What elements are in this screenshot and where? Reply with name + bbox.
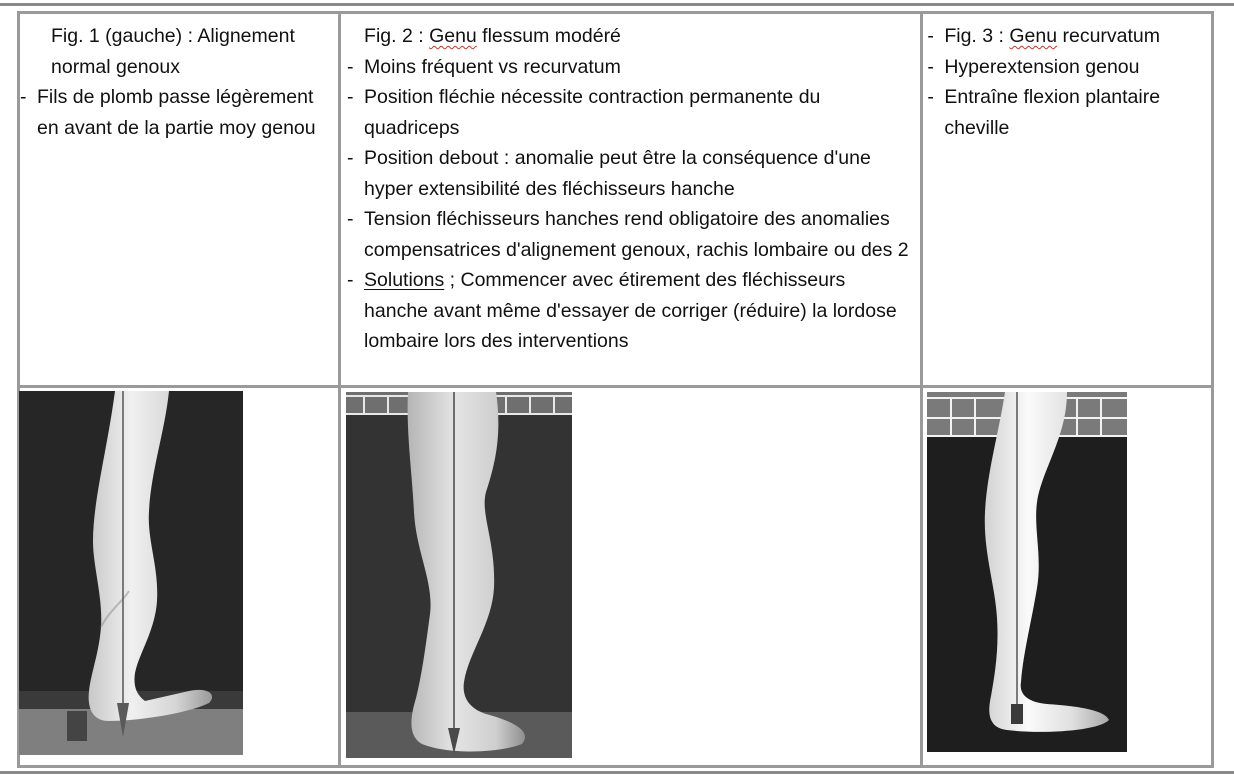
- cell-fig3-photo: [922, 387, 1213, 767]
- cell-fig2-text: [340, 13, 922, 387]
- fig3-bullet: - Entraîne flexion plantaire cheville: [927, 82, 1205, 143]
- fig2-bullet-solutions: [347, 265, 914, 357]
- cell-fig1-photo: [19, 387, 340, 767]
- fig2-bullet: - Position fléchie nécessite contraction permanente du quadriceps: [347, 82, 914, 143]
- fig1-leg-photo: [19, 391, 243, 755]
- fig2-leg-photo: [346, 392, 572, 758]
- fig2-heading-genu: Genu: [429, 25, 477, 47]
- fig3-bullets: [927, 52, 1205, 144]
- fig1-heading: Fig. 1 (gauche) : Alignement normal genoux: [51, 25, 295, 78]
- fig2-heading-suffix: flessum modéré: [476, 25, 621, 47]
- fig2-bullets: [347, 52, 914, 357]
- bottom-rule: [0, 771, 1234, 774]
- solutions-label: Solutions: [364, 269, 445, 291]
- top-rule: [0, 3, 1234, 6]
- fig2-bullet: - Tension fléchisseurs hanches rend obligatoire des anomalies compensatrices d'alignement genoux, rachis lombaire ou des 2: [347, 204, 914, 265]
- image-row: [19, 387, 1213, 767]
- fig1-bullet: - Fils de plomb passe légèrement en avant de la partie moy genou: [20, 82, 332, 143]
- text-row: [19, 13, 1213, 387]
- figure-table: [17, 11, 1214, 768]
- fig2-heading: [347, 21, 914, 52]
- cell-fig3-text: [922, 13, 1213, 387]
- fig3-bullet: - Hyperextension genou: [927, 52, 1205, 83]
- fig3-heading-suffix: recurvatum: [1057, 25, 1161, 47]
- fig3-heading: [927, 21, 1205, 52]
- fig2-bullet: - Moins fréquent vs recurvatum: [347, 52, 914, 83]
- cell-fig1-text: [19, 13, 340, 387]
- solutions-text: ; Commencer avec étirement des fléchisseurs hanche avant même d'essayer de corriger (réduire) la lordose lombaire lors des interventions: [364, 269, 897, 352]
- fig2-bullet: - Position debout : anomalie peut être la conséquence d'une hyper extensibilité des fléchisseurs hanche: [347, 143, 914, 204]
- fig3-heading-prefix: Fig. 3 :: [944, 25, 1010, 47]
- fig1-bullets: [34, 82, 332, 143]
- cell-fig2-photo: [340, 387, 922, 767]
- fig3-heading-genu: Genu: [1009, 25, 1058, 47]
- fig2-heading-prefix: Fig. 2 :: [364, 25, 430, 47]
- fig3-leg-photo: [927, 392, 1127, 752]
